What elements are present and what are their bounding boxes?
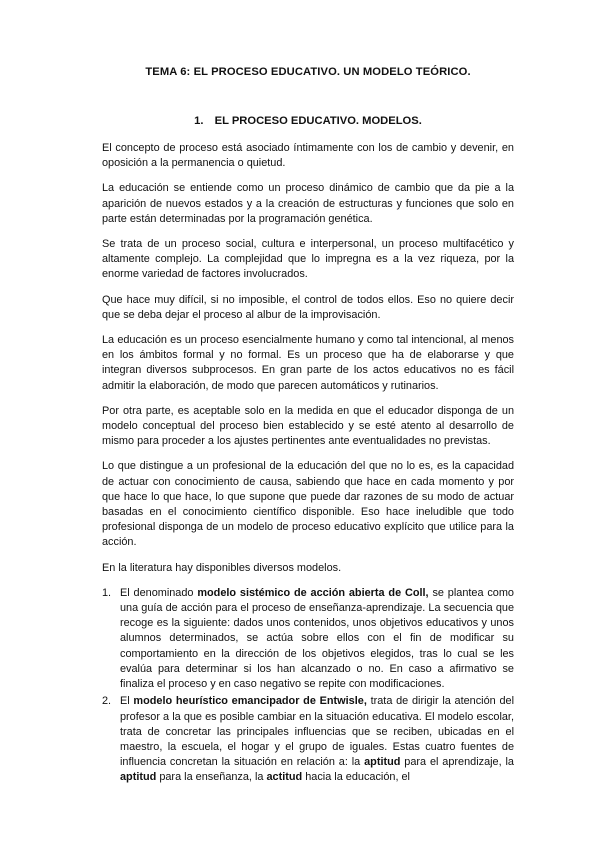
list-text: El denominado xyxy=(120,586,198,599)
list-marker: 1. xyxy=(102,586,112,599)
model-name: modelo sistémico de acción abierta de Coll, xyxy=(197,586,429,599)
list-text: trata de dirigir la atención del profesor a la que es posible cambiar en la situación educativa. El modelo escolar, trata de concretar las principales influencias que se reciben, ubicadas en el maestro, la escuela, el hogar y el grupo de iguales. Estas cuatro fuentes de influencia concretan la situación en relación a: la xyxy=(120,695,514,769)
bold-term: actitud xyxy=(266,771,303,784)
paragraph: El concepto de proceso está asociado íntimamente con los de cambio y devenir, en oposición a la permanencia o quietud. xyxy=(102,142,514,170)
list-text: hacia la educación, el xyxy=(302,771,410,784)
paragraph: Que hace muy difícil, si no imposible, el control de todos ellos. Eso no quiere decir que se deba dejar el proceso al albur de la improvisación. xyxy=(102,293,514,321)
document-title: TEMA 6: EL PROCESO EDUCATIVO. UN MODELO TEÓRICO. xyxy=(145,66,471,78)
list-text: El xyxy=(120,695,134,708)
list-text: para el aprendizaje, la xyxy=(400,756,514,769)
list-text: se plantea como una guía de acción para el proceso de enseñanza-aprendizaje. La secuencia que recoge es la siguiente: dados unos contenidos, unos objetivos educativos y unos alumnos determinados, se actúa sobre ellos con el fin de modificar su comportamiento en la dirección de los objetivos elegidos, tras lo cual se les evalúa para determinar si los han alcanzado o no. En caso a afirmativo se finaliza el proceso y en caso negativo se repite con modificaciones. xyxy=(120,586,514,691)
bold-term: aptitud xyxy=(120,771,157,784)
paragraph: En la literatura hay disponibles diversos modelos. xyxy=(102,561,342,574)
section-number: 1. xyxy=(194,115,204,127)
paragraph: Lo que distingue a un profesional de la educación del que no lo es, es la capacidad de actuar con conocimiento de causa, sabiendo que hace en cada momento y por que hace lo que hace, lo que supone que puede dar razones de su modo de actuar basadas en el conocimiento científico disponible. Eso hace ineludible que todo profesional disponga de un modelo de proceso educativo explícito que utilice para la acción. xyxy=(102,460,514,549)
list-item xyxy=(102,586,514,692)
model-name: modelo heurístico emancipador de Entwisle, xyxy=(133,695,367,708)
list-marker: 2. xyxy=(102,695,112,708)
section-heading xyxy=(102,115,514,127)
list-item xyxy=(102,694,514,785)
bold-term: aptitud xyxy=(364,756,401,769)
paragraph: Por otra parte, es aceptable solo en la medida en que el educador disponga de un modelo conceptual del proceso bien establecido y se esté atento al desarrollo de mismo para proceder a los ajustes pertinentes ante eventualidades no previstas. xyxy=(102,404,514,448)
section-heading-text: EL PROCESO EDUCATIVO. MODELOS. xyxy=(214,115,422,127)
paragraph: La educación es un proceso esencialmente humano y como tal intencional, al menos en los ámbitos formal y no formal. Es un proceso que ha de elaborarse y que integran diversos subprocesos. En gran parte de los actos educativos no es fácil admitir la elaboración, de modo que parecen automáticos y rutinarios. xyxy=(102,334,514,392)
paragraph: Se trata de un proceso social, cultura e interpersonal, un proceso multifacético y altamente complejo. La complejidad que lo impregna es a la vez riqueza, por la enorme variedad de factores involucrados. xyxy=(102,238,514,281)
list-text: para la enseñanza, la xyxy=(156,771,267,784)
paragraph: La educación se entiende como un proceso dinámico de cambio que da pie a la aparición de nuevos estados y a la creación de estructuras y funciones que solo en parte están determinadas por la programación genética. xyxy=(102,182,514,225)
models-list xyxy=(102,586,514,786)
